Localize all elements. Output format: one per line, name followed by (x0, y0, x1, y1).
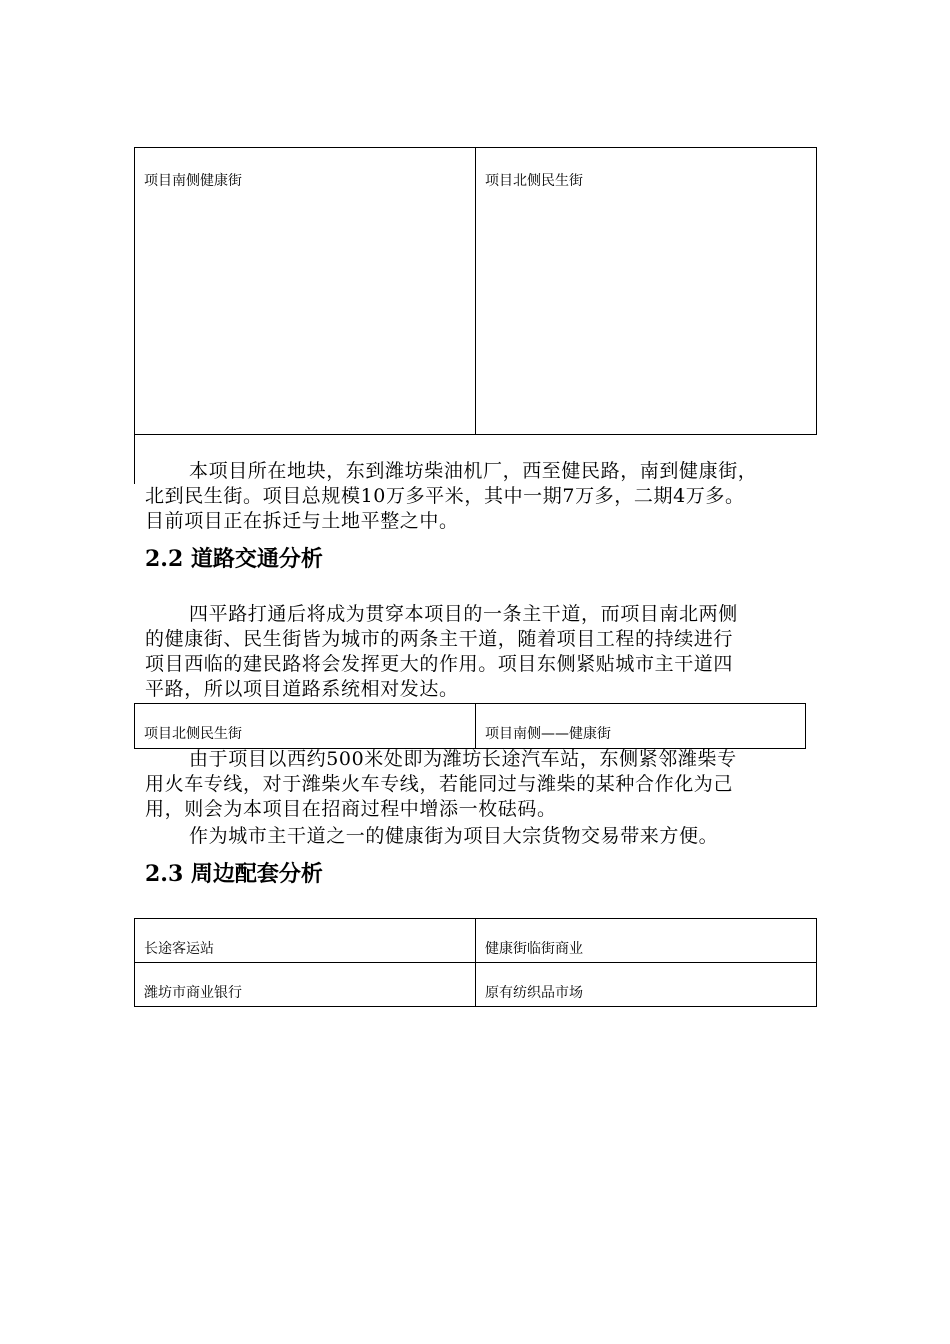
photo-caption: 项目北侧民生街 (144, 726, 242, 742)
table-row (135, 148, 817, 435)
photo-table-streets-2 (134, 703, 806, 749)
text-line: 平路，所以项目道路系统相对发达。 (145, 678, 459, 700)
text-line: 的健康街、民生街皆为城市的两条主干道，随着项目工程的持续进行 (145, 628, 734, 650)
photo-caption: 项目北侧民生街 (485, 173, 583, 189)
text-line: 目前项目正在拆迁与土地平整之中。 (145, 510, 459, 532)
photo-cell-bank (135, 963, 476, 1007)
text-line: 本项目所在地块，东到潍坊柴油机厂，西至健民路，南到健康街， (189, 460, 758, 482)
photo-table-facilities (134, 918, 817, 1007)
table-row (135, 704, 806, 749)
photo-caption: 健康街临街商业 (485, 941, 583, 957)
photo-cell-south-street (476, 704, 806, 749)
photo-caption: 潍坊市商业银行 (144, 985, 242, 1001)
text-line: 作为城市主干道之一的健康街为项目大宗货物交易带来方便。 (189, 825, 719, 847)
photo-caption: 项目南侧健康街 (144, 173, 242, 189)
photo-cell-textile-market (476, 963, 817, 1007)
photo-cell-street-commerce (476, 919, 817, 963)
table-row (135, 963, 817, 1007)
text-line: 用火车专线，对于潍柴火车专线，若能同过与潍柴的某种合作化为己 (145, 773, 734, 795)
paragraph-station-rail (145, 747, 809, 822)
text-line: 项目西临的建民路将会发挥更大的作用。项目东侧紧贴城市主干道四 (145, 653, 734, 675)
table-border-stub (134, 434, 135, 484)
section-heading-traffic: 2.2 道路交通分析 (145, 546, 323, 572)
text-line: 四平路打通后将成为贯穿本项目的一条主干道，而项目南北两侧 (189, 603, 738, 625)
photo-caption: 项目南侧——健康街 (485, 726, 611, 742)
photo-cell-north-street (476, 148, 817, 435)
text-line: 北到民生街。项目总规模10万多平米，其中一期7万多，二期4万多。 (145, 485, 745, 507)
photo-table-streets (134, 147, 817, 435)
section-heading-facilities: 2.3 周边配套分析 (145, 861, 323, 887)
paragraph-road-traffic (145, 602, 809, 702)
text-line: 用，则会为本项目在招商过程中增添一枚砝码。 (145, 798, 557, 820)
photo-cell-bus-station (135, 919, 476, 963)
photo-caption: 长途客运站 (144, 941, 214, 957)
paragraph-health-street (145, 824, 809, 849)
photo-cell-north-street (135, 704, 476, 749)
paragraph-site-location (145, 459, 809, 534)
text-line: 由于项目以西约500米处即为潍坊长途汽车站，东侧紧邻潍柴专 (189, 748, 737, 770)
table-row (135, 919, 817, 963)
photo-caption: 原有纺织品市场 (485, 985, 583, 1001)
photo-cell-south-street (135, 148, 476, 435)
